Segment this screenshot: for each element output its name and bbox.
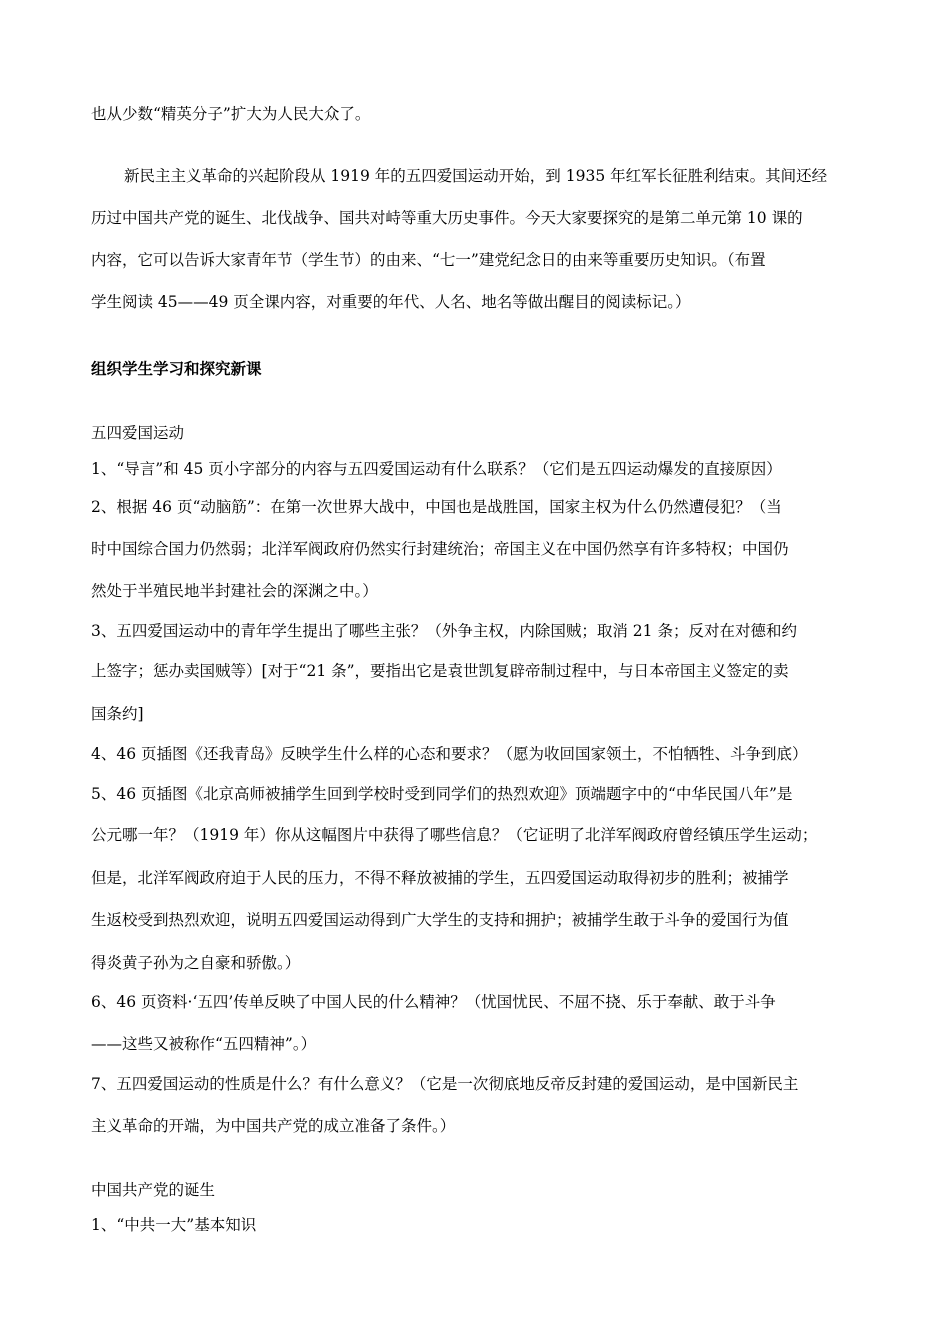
list-item: 2、根据 46 页“动脑筋”：在第一次世界大战中，中国也是战胜国，国家主权为什么仍然遭侵犯？（当 xyxy=(91,498,782,516)
list-item-continuation: 公元哪一年？（1919 年）你从这幅图片中获得了哪些信息？（它证明了北洋军阀政府曾经镇压学生运动； xyxy=(91,826,818,844)
list-item: 4、46 页插图《还我青岛》反映学生什么样的心态和要求？（愿为收回国家领土，不怕牺牲、斗争到底） xyxy=(91,745,808,763)
list-item-continuation: 国条约] xyxy=(91,705,144,723)
list-item: 1、“中共一大”基本知识 xyxy=(91,1216,257,1234)
paragraph-line: 历过中国共产党的诞生、北伐战争、国共对峙等重大历史事件。今天大家要探究的是第二单元第 10 课的 xyxy=(91,209,803,227)
list-item-continuation: ——这些又被称作“五四精神”。） xyxy=(91,1035,317,1053)
list-item-continuation: 然处于半殖民地半封建社会的深渊之中。） xyxy=(91,582,378,600)
subsection-title: 中国共产党的诞生 xyxy=(91,1181,216,1199)
intro-line: 也从少数“精英分子”扩大为人民大众了。 xyxy=(91,105,371,123)
list-item: 5、46 页插图《北京高师被捕学生回到学校时受到同学们的热烈欢迎》顶端题字中的“中华民国八年”是 xyxy=(91,785,793,803)
list-item: 6、46 页资料·‘五四’传单反映了中国人民的什么精神？（忧国忧民、不屈不挠、乐于奉献、敢于斗争 xyxy=(91,993,776,1011)
list-item-continuation: 但是，北洋军阀政府迫于人民的压力，不得不释放被捕的学生，五四爱国运动取得初步的胜利；被捕学 xyxy=(91,869,789,887)
paragraph-line: 内容，它可以告诉大家青年节（学生节）的由来、“七一”建党纪念日的由来等重要历史知识。（布置 xyxy=(91,251,766,269)
list-item-continuation: 得炎黄子孙为之自豪和骄傲。） xyxy=(91,954,301,972)
subsection-title: 五四爱国运动 xyxy=(91,424,185,442)
paragraph-line: 学生阅读 45——49 页全课内容，对重要的年代、人名、地名等做出醒目的阅读标记。） xyxy=(91,293,691,311)
paragraph-line: 新民主主义革命的兴起阶段从 1919 年的五四爱国运动开始，到 1935 年红军长征胜利结束。其间还经 xyxy=(124,167,828,185)
list-item-continuation: 上签字；惩办卖国贼等）[对于“21 条”，要指出它是袁世凯复辟帝制过程中，与日本帝国主义签定的卖 xyxy=(91,662,789,680)
list-item-continuation: 生返校受到热烈欢迎，说明五四爱国运动得到广大学生的支持和拥护；被捕学生敢于斗争的爱国行为值 xyxy=(91,911,789,929)
list-item: 1、“导言”和 45 页小字部分的内容与五四爱国运动有什么联系？（它们是五四运动爆发的直接原因） xyxy=(91,460,782,478)
list-item: 3、五四爱国运动中的青年学生提出了哪些主张？（外争主权，内除国贼；取消 21 条；反对在对德和约 xyxy=(91,622,797,640)
list-item: 7、五四爱国运动的性质是什么？有什么意义？（它是一次彻底地反帝反封建的爱国运动，是中国新民主 xyxy=(91,1075,799,1093)
section-heading: 组织学生学习和探究新课 xyxy=(91,359,262,378)
list-item-continuation: 主义革命的开端，为中国共产党的成立准备了条件。） xyxy=(91,1117,456,1135)
list-item-continuation: 时中国综合国力仍然弱；北洋军阀政府仍然实行封建统治；帝国主义在中国仍然享有许多特权；中国仍 xyxy=(91,540,789,558)
